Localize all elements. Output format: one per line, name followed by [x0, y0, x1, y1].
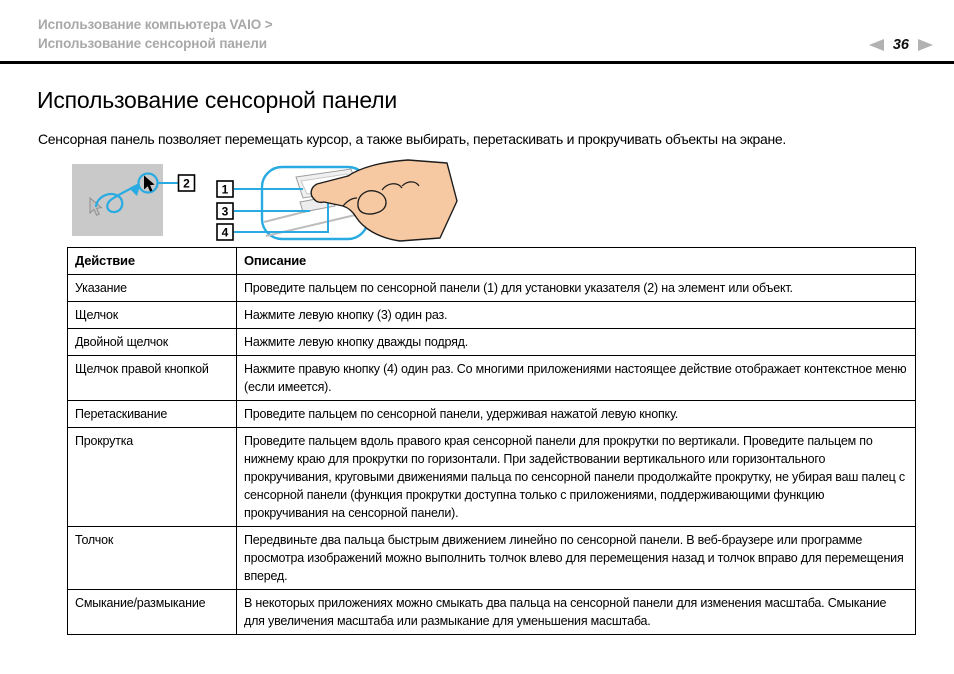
action-cell: Щелчок: [68, 302, 237, 329]
table-row: [68, 302, 916, 329]
action-cell: Прокрутка: [68, 428, 237, 527]
breadcrumb-level-2: Использование сенсорной панели: [38, 36, 267, 51]
table-row: [68, 527, 916, 590]
description-cell: Проведите пальцем вдоль правого края сенсорной панели для прокрутки по вертикали. Проведите пальцем по нижнему краю для прокрутки по горизонтали. При задействовании вертикального или горизонтального прокручивания, круговыми движениями пальца по сенсорной панели продолжайте прокрутку, не убирая ваш палец с сенсорной панели (функция прокрутки доступна только с приложениями, поддерживающими функцию прокручивания на сенсорной панели).: [237, 428, 916, 527]
page-title: Использование сенсорной панели: [37, 87, 398, 113]
description-cell: Передвиньте два пальца быстрым движением линейно по сенсорной панели. В веб-браузере или программе просмотра изображений можно выполнить толчок влево для перемещения назад и толчок вправо для перемещения вперед.: [237, 527, 916, 590]
action-cell: Толчок: [68, 527, 237, 590]
description-cell: Нажмите левую кнопку (3) один раз.: [237, 302, 916, 329]
screen-pointer-diagram: [72, 164, 178, 236]
callout-boxes: [179, 175, 234, 240]
action-cell: Указание: [68, 275, 237, 302]
description-cell: Проведите пальцем по сенсорной панели (1) для установки указателя (2) на элемент или объект.: [237, 275, 916, 302]
table-row: [68, 329, 916, 356]
table-row: [68, 590, 916, 635]
table-row: [68, 356, 916, 401]
description-cell: Нажмите левую кнопку дважды подряд.: [237, 329, 916, 356]
action-cell: Перетаскивание: [68, 401, 237, 428]
description-column-header: Описание: [237, 248, 916, 275]
touchpad-illustration: [60, 156, 460, 246]
table-header-row: [68, 248, 916, 275]
table-row: [68, 275, 916, 302]
description-cell: Нажмите правую кнопку (4) один раз. Со многими приложениями настоящее действие отображает контекстное меню (если имеется).: [237, 356, 916, 401]
next-page-icon[interactable]: [918, 39, 933, 51]
action-cell: Щелчок правой кнопкой: [68, 356, 237, 401]
table-row: [68, 428, 916, 527]
page-navigation: [869, 37, 933, 53]
action-column-header: Действие: [68, 248, 237, 275]
action-cell: Смыкание/размыкание: [68, 590, 237, 635]
description-cell: Проведите пальцем по сенсорной панели, удерживая нажатой левую кнопку.: [237, 401, 916, 428]
actions-table: [67, 247, 916, 635]
intro-text: Сенсорная панель позволяет перемещать курсор, а также выбирать, перетаскивать и прокручивать объекты на экране.: [38, 131, 786, 147]
callout-1-label: 1: [221, 182, 229, 197]
previous-page-icon[interactable]: [869, 39, 884, 51]
page-number: 36: [892, 37, 909, 53]
table-row: [68, 401, 916, 428]
breadcrumb: [38, 15, 273, 53]
callout-2-label: 2: [183, 176, 190, 191]
description-cell: В некоторых приложениях можно смыкать два пальца на сенсорной панели для изменения масштаба. Смыкание для увеличения масштаба или размыкание для уменьшения масштаба.: [237, 590, 916, 635]
action-cell: Двойной щелчок: [68, 329, 237, 356]
curled-finger: [358, 191, 386, 214]
callout-4-label: 4: [221, 225, 229, 240]
callout-3-label: 3: [221, 204, 229, 219]
header-divider: [0, 61, 954, 64]
breadcrumb-level-1: Использование компьютера VAIO >: [38, 17, 273, 32]
